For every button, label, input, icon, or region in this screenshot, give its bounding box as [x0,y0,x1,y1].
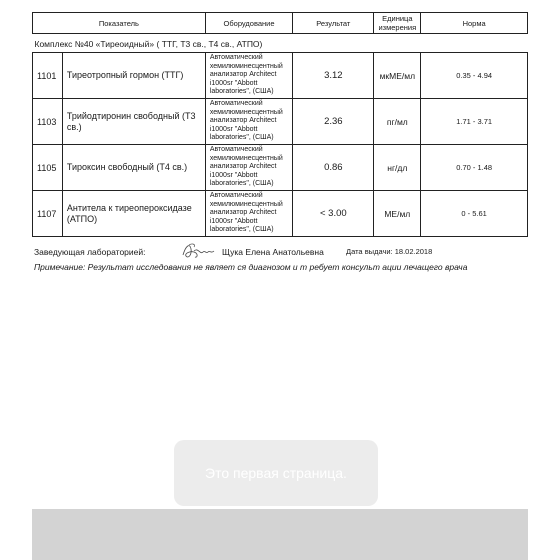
test-unit: МЕ/мл [374,191,421,237]
test-equipment: Автоматический хемилюминесцентный анализатор Architect i1000sr "Abbott laboratories", (США) [205,99,292,145]
results-table [32,12,528,237]
test-code: 1101 [33,53,63,99]
page-toast [174,440,378,506]
test-unit: нг/дл [374,145,421,191]
head-of-lab-label: Заведующая лабораторией: [34,247,146,257]
viewer-bottom-bar[interactable] [32,509,528,560]
test-result: 0.86 [293,145,374,191]
lab-report-page [32,12,528,237]
test-norm: 0.70 - 1.48 [421,145,528,191]
complex-title: Комплекс №40 «Тиреоидный» ( ТТГ, Т3 св., Т4 св., АТПО) [34,39,263,49]
test-name: Тиреотропный гормон (ТТГ) [62,53,205,99]
issue-date-label: Дата выдачи: [346,247,393,256]
test-norm: 0.35 - 4.94 [421,53,528,99]
test-name: Тироксин свободный (Т4 св.) [62,145,205,191]
test-equipment: Автоматический хемилюминесцентный анализатор Architect i1000sr "Abbott laboratories", (США) [205,191,292,237]
test-name: Антитела к тиреопероксидазе (АТПО) [62,191,205,237]
test-norm: 1.71 - 3.71 [421,99,528,145]
header-result: Результат [293,13,374,34]
test-equipment: Автоматический хемилюминесцентный анализатор Architect i1000sr "Abbott laboratories", (США) [205,145,292,191]
disclaimer-note: Примечание: Результат исследования не являет ся диагнозом и т ребует консульт ации лечащего врача [34,262,468,272]
test-unit: мкМЕ/мл [374,53,421,99]
header-norm: Норма [421,13,528,34]
header-indicator: Показатель [33,13,206,34]
table-row [33,145,528,191]
table-row [33,99,528,145]
issue-date-value: 18.02.2018 [394,247,433,256]
toast-text: Это первая страница. [205,465,347,481]
table-row [33,191,528,237]
test-norm: 0 - 5.61 [421,191,528,237]
test-name: Трийодтиронин свободный (Т3 св.) [62,99,205,145]
test-code: 1105 [33,145,63,191]
table-row [33,53,528,99]
header-unit: Единица измерения [374,13,421,34]
issue-date [346,247,432,256]
head-of-lab-name: Щука Елена Анатольевна [222,247,324,257]
test-result: < 3.00 [293,191,374,237]
test-result: 2.36 [293,99,374,145]
handwritten-signature [180,241,218,263]
complex-title-row [33,34,528,53]
header-equipment: Оборудование [205,13,292,34]
signature-row [34,241,530,261]
test-code: 1107 [33,191,63,237]
test-code: 1103 [33,99,63,145]
test-result: 3.12 [293,53,374,99]
test-unit: пг/мл [374,99,421,145]
test-equipment: Автоматический хемилюминесцентный анализатор Architect i1000sr "Abbott laboratories", (США) [205,53,292,99]
table-header-row [33,13,528,34]
